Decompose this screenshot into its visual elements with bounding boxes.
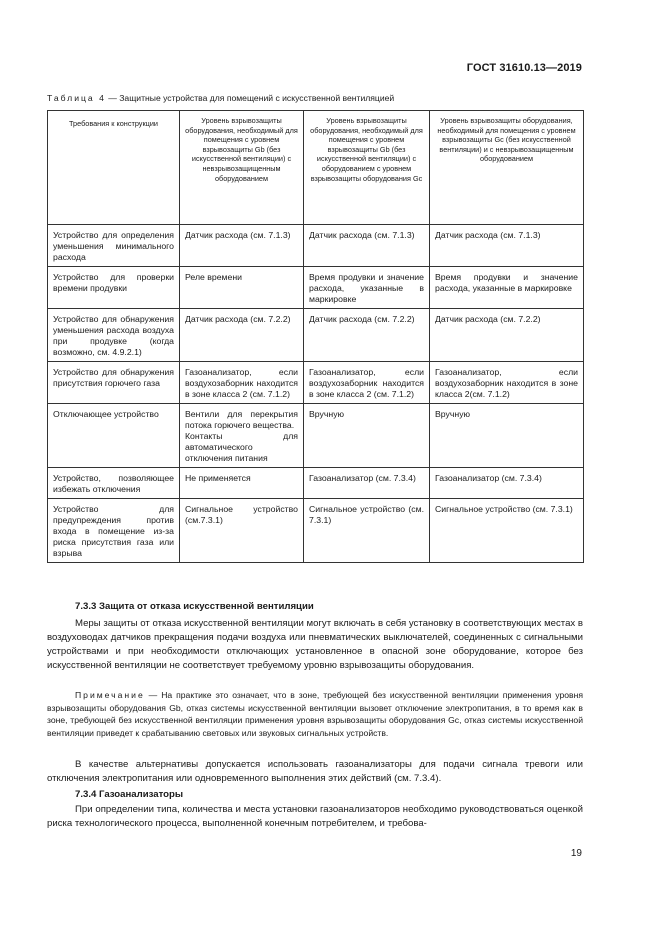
table-row: [48, 404, 584, 468]
table-cell: Не применяется: [180, 468, 304, 499]
table-row: [48, 309, 584, 362]
table-cell: Газоанализатор (см. 7.3.4): [304, 468, 430, 499]
table-cell: Сигнальное устройство (см.7.3.1): [180, 499, 304, 563]
table-cell: Датчик расхода (см. 7.1.3): [304, 225, 430, 267]
table-cell: Датчик расхода (см. 7.1.3): [430, 225, 584, 267]
requirement-cell: Устройство для предупреждения против входа в помещение из-за риска присутствия газа или взрыва: [48, 499, 180, 563]
table-cell: Время продувки и значение расхода, указанные в маркировке: [430, 267, 584, 309]
section-title: 7.3.3 Защита от отказа искусственной вентиляции: [75, 601, 314, 612]
note-label: Примечание: [75, 690, 145, 700]
table-cell: Время продувки и значение расхода, указанные в маркировке: [304, 267, 430, 309]
section-title: 7.3.4 Газоанализаторы: [75, 789, 184, 800]
table-row: [48, 468, 584, 499]
protective-devices-table: [47, 110, 584, 563]
requirement-cell: Устройство, позволяющее избежать отключения: [48, 468, 180, 499]
column-header: Уровень взрывозащиты оборудования, необходимый для помещения с уровнем взрывозащиты Gb (без искусственной вентиляции) с невзрывозащищенным оборудованием: [180, 111, 304, 225]
table-cell: Газоанализатор, если воздухозаборник находится в зоне класса 2 (см. 7.1.2): [180, 362, 304, 404]
table-cell: Реле времени: [180, 267, 304, 309]
table-cell: Датчик расхода (см. 7.1.3): [180, 225, 304, 267]
table-caption: [47, 93, 394, 103]
table-row: [48, 225, 584, 267]
table-cell: Датчик расхода (см. 7.2.2): [180, 309, 304, 362]
table-cell: Вручную: [430, 404, 584, 468]
table-caption-label: Таблица 4: [47, 93, 106, 103]
requirement-cell: Устройство для проверки времени продувки: [48, 267, 180, 309]
table-cell: Сигнальное устройство (см. 7.3.1): [304, 499, 430, 563]
requirement-cell: Устройство для обнаружения уменьшения расхода воздуха при продувке (когда возможно, см. 4.9.2.1): [48, 309, 180, 362]
table-cell: Вентили для перекрытия потока горючего вещества. Контакты для автоматического отключения питания: [180, 404, 304, 468]
requirement-cell: Отключающее устройство: [48, 404, 180, 468]
table-header-row: [48, 111, 584, 225]
table-cell: Датчик расхода (см. 7.2.2): [430, 309, 584, 362]
table-row: [48, 362, 584, 404]
table-cell: Газоанализатор, если воздухозаборник находится в зоне класса 2 (см. 7.1.2): [304, 362, 430, 404]
table-cell: Датчик расхода (см. 7.2.2): [304, 309, 430, 362]
column-header: Уровень взрывозащиты оборудования, необходимый для помещения с уровнем взрывозащиты Gb (без искусственной вентиляции) с оборудованием с уровнем взрывозащиты оборудования Gc: [304, 111, 430, 225]
column-header: Уровень взрывозащиты оборудования, необходимый для помещения с уровнем взрывозащиты Gc (без искусственной вентиляции) и с невзрывозащищенным оборудованием: [430, 111, 584, 225]
paragraph: При определении типа, количества и места установки газоанализаторов необходимо руководствоваться оценкой риска технологического процесса, выполненной конечным потребителем, и требова-: [47, 804, 583, 829]
page-number: 19: [570, 848, 582, 859]
paragraph: Меры защиты от отказа искусственной вентиляции могут включать в себя установку в соответствующих местах в воздуховодах датчиков прекращения подачи воздуха или пневматических выключателей, соединенных с сигнальными устройствами и при необходимости отключающих установленное в опасной зоне оборудование, которое без искусственной вентиляции не соответствует требуемому уровню взрывозащиты оборудования.: [47, 618, 583, 671]
table-row: [48, 267, 584, 309]
note: [47, 689, 583, 739]
column-header: Требования к конструкции: [48, 111, 180, 225]
table-cell: Газоанализатор (см. 7.3.4): [430, 468, 584, 499]
paragraph: В качестве альтернативы допускается использовать газоанализаторы для подачи сигнала тревоги или отключения электропитания или одновременного выполнения этих действий (см. 7.3.4).: [47, 759, 583, 784]
table-caption-text: — Защитные устройства для помещений с искусственной вентиляцией: [105, 93, 395, 103]
table-cell: Сигнальное устройство (см. 7.3.1): [430, 499, 584, 563]
requirement-cell: Устройство для обнаружения присутствия горючего газа: [48, 362, 180, 404]
document-code: ГОСТ 31610.13—2019: [466, 62, 582, 74]
table-row: [48, 499, 584, 563]
table-cell: Вручную: [304, 404, 430, 468]
note-text: — На практике это означает, что в зоне, требующей без искусственной вентиляции применения уровня взрывозащиты оборудования Gb, отказ системы искусственной вентиляции вызовет отключение электропитания, в то время как в зоне, требующей без искусственной вентиляции применения уровня взрывозащиты оборудования Gc, отказ системы искусственной вентиляции приведет к срабатыванию световых или звуковых сигнальных устройств.: [47, 690, 583, 738]
requirement-cell: Устройство для определения уменьшения минимального расхода: [48, 225, 180, 267]
table-cell: Газоанализатор, если воздухозаборник находится в зоне класса 2(см. 7.1.2): [430, 362, 584, 404]
